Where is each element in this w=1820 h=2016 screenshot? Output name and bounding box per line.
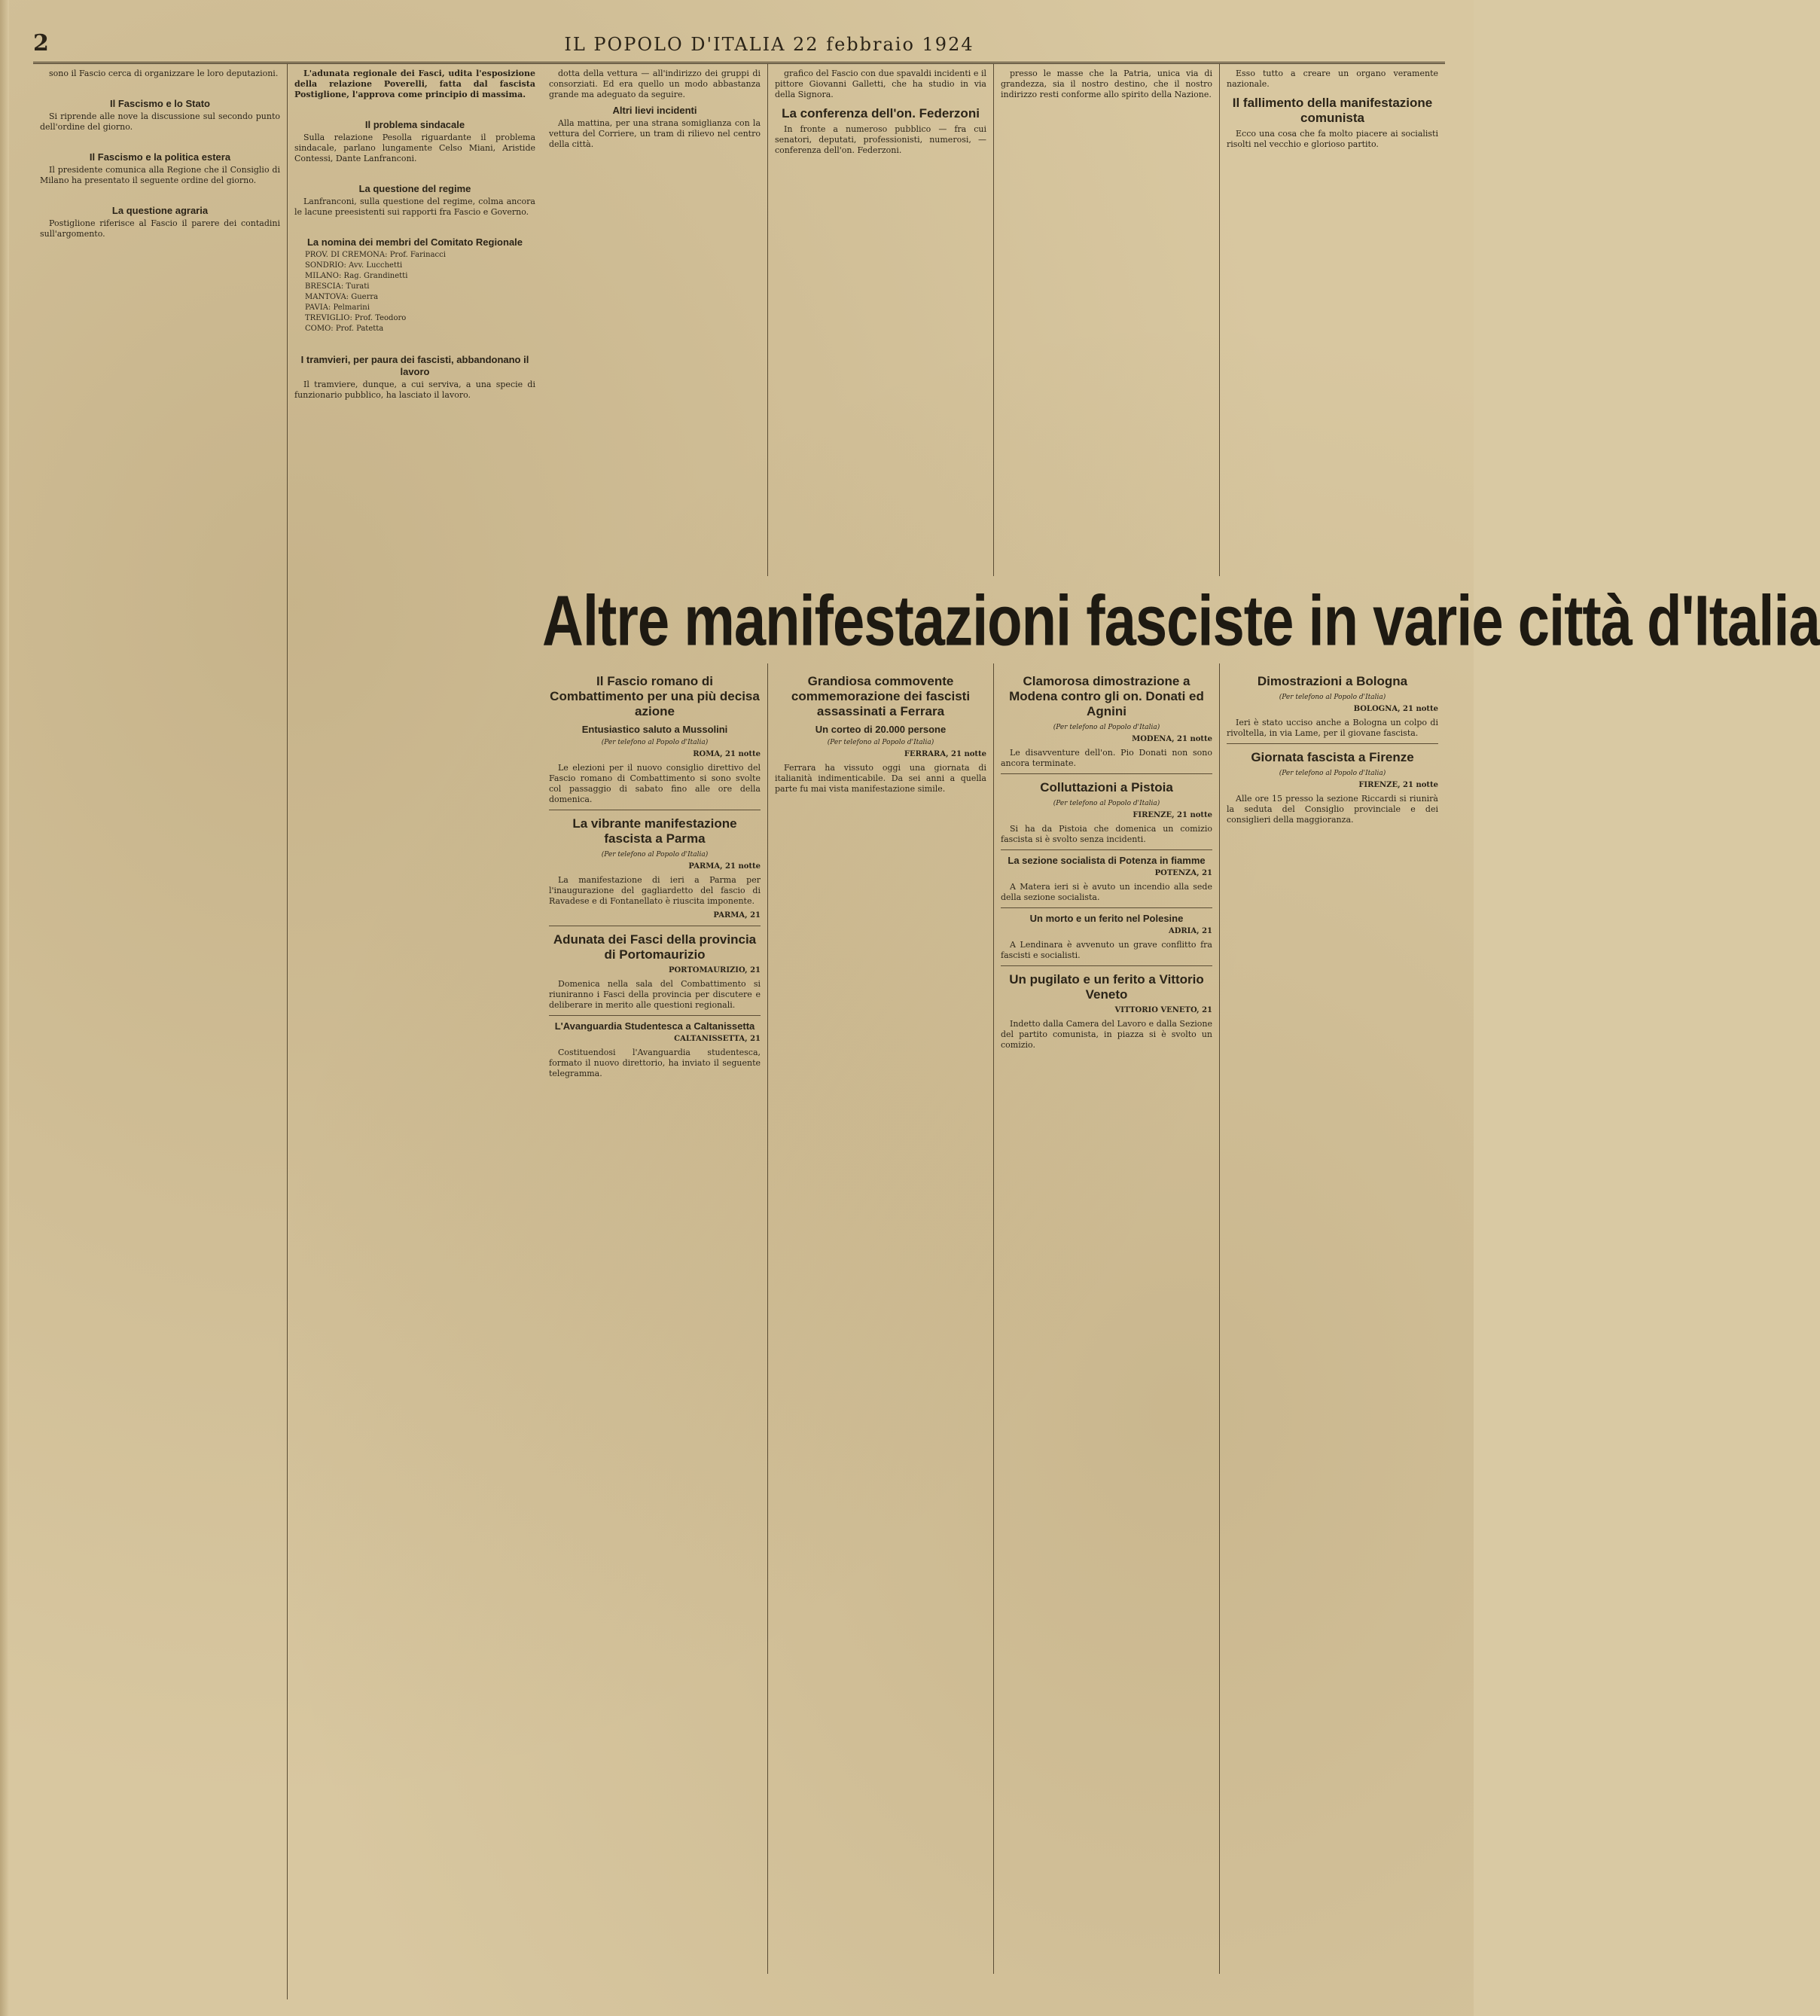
top-columns [542,64,1445,576]
article-text: presso le masse che la Patria, unica via di grandezza, sia il nostro destino, che il nostro indirizzo resti conforme allo spirito della Nazione. [1001,69,1212,99]
article-text: La manifestazione di ieri a Parma per l'inaugurazione del gagliardetto del fascio di Ravadese e di Fontanellato è riuscita imponente. [549,875,761,906]
dateline: PORTOMAURIZIO, 21 [668,966,761,974]
section-heading: Il problema sindacale [364,119,465,130]
page-number: 2 [33,30,49,56]
dateline: VITTORIO VENETO, 21 [1114,1006,1212,1014]
article-text: Ecco una cosa che fa molto piacere ai socialisti risolti nel vecchio e glorioso partito. [1227,129,1438,149]
article-text: Postiglione riferisce al Fascio il parere dei contadini sull'argomento. [40,218,280,239]
article-text: Il tramviere, dunque, a cui serviva, a una specie di funzionario pubblico, ha lasciato il lavoro. [294,380,535,400]
list-item: PROV. DI CREMONA: Prof. Farinacci [305,251,446,259]
column-5 [994,64,1220,576]
dateline: PARMA, 21 notte [688,862,761,871]
article-headline: Un pugilato e un ferito a Vittorio Veneto [1009,972,1204,1002]
article-text: Indetto dalla Camera del Lavoro e dalla Sezione del partito comunista, in piazza si è svolto un comizio. [1001,1019,1212,1050]
list-item: MANTOVA: Guerra [305,293,379,301]
dateline: FIRENZE, 21 notte [1133,811,1212,819]
article-text: In fronte a numeroso pubblico — fra cui senatori, deputati, professionisti, numerosi, — conferenza dell'on. Federzoni. [775,124,986,155]
article-text: A Lendinara è avvenuto un grave conflitto fra fascisti e socialisti. [1001,940,1212,960]
article-headline: L'Avanguardia Studentesca a Caltanissetta [554,1020,755,1032]
list-item: COMO: Prof. Patetta [305,325,384,333]
list-item: TREVIGLIO: Prof. Teodoro [305,314,407,322]
dateline: MODENA, 21 notte [1132,735,1212,743]
article-text: Alla mattina, per una strana somiglianza con la vettura del Corriere, un tram di rilievo nel centro della città. [549,118,761,149]
article-subheadline: Un corteo di 20.000 persone [815,724,947,735]
article-text: sono il Fascio cerca di organizzare le loro deputazioni. [49,69,279,78]
article-text: grafico del Fascio con due spavaldi incidenti e il pittore Giovanni Galletti, che ha studio in via della Signora. [775,69,986,99]
article-text: Lanfranconi, sulla questione del regime, colma ancora le lacune preesistenti sui rapporti fra Fascio e Governo. [294,197,535,217]
dateline: BOLOGNA, 21 notte [1353,705,1438,713]
page-fold-shadow [0,0,9,2016]
column-4 [768,64,994,576]
section-heading: I tramvieri, per paura dei fascisti, abbandonano il lavoro [300,354,529,377]
article-headline: Dimostrazioni a Bologna [1257,674,1408,688]
article-headline: Clamorosa dimostrazione a Modena contro gli on. Donati ed Agnini [1009,674,1204,718]
article-text: dotta della vettura — all'indirizzo dei gruppi di consorziati. Ed era quello un modo abbastanza grande ma adeguato da seguire. [549,69,761,99]
article-text: A Matera ieri si è avuto un incendio alla sede della sezione socialista. [1001,882,1212,902]
article-text: Domenica nella sala del Combattimento si riuniranno i Fasci della provincia per discutere e deliberare in merito alle questioni regionali. [549,979,761,1010]
article-text: Le disavventure dell'on. Pio Donati non sono ancora terminate. [1001,748,1212,768]
list-item: PAVIA: Pelmarini [305,303,370,312]
dateline: FIRENZE, 21 notte [1358,781,1438,789]
section-heading: La conferenza dell'on. Federzoni [782,106,980,120]
dateline: ADRIA, 21 [1168,927,1212,935]
section-heading: Il Fascismo e la politica estera [89,151,231,163]
list-item: BRESCIA: Turati [305,282,370,291]
section-heading: La nomina dei membri del Comitato Regionale [306,236,523,248]
paper-title: IL POPOLO D'ITALIA 22 febbraio 1924 [564,34,974,55]
column-ferrara [768,663,994,1974]
article-headline: Giornata fascista a Firenze [1251,750,1414,764]
article-headline: La vibrante manifestazione fascista a Parma [572,816,737,846]
left-columns [33,64,542,1999]
dateline-source: (Per telefono al Popolo d'Italia) [1279,770,1386,777]
right-block [542,64,1820,1999]
column-3 [542,64,768,576]
list-item: MILANO: Rag. Grandinetti [305,272,408,280]
dateline-source: (Per telefono al Popolo d'Italia) [1053,800,1160,807]
article-headline: Colluttazioni a Pistoia [1040,780,1173,795]
column-regional [994,663,1220,1974]
main-headline: Altre manifestazioni fasciste in varie città d'Italia [542,581,1820,661]
dateline-source: (Per telefono al Popolo d'Italia) [601,739,709,746]
column-6 [1220,64,1445,576]
section-heading: La questione del regime [358,183,471,194]
column-1 [33,64,288,1999]
section-heading: La questione agraria [111,205,209,216]
dateline-source: (Per telefono al Popolo d'Italia) [601,851,709,859]
bottom-columns [542,663,1445,1974]
article-headline: Grandiosa commovente commemorazione dei fascisti assassinati a Ferrara [791,674,971,718]
committee-list [305,250,535,334]
article-text: Costituendosi l'Avanguardia studentesca, formato il nuovo direttorio, ha inviato il seguente telegramma. [549,1048,761,1078]
section-heading: Altri lievi incidenti [612,105,697,116]
article-text: Le elezioni per il nuovo consiglio direttivo del Fascio romano di Combattimento si sono svolte col passaggio di sabato fino alle ore della domenica. [549,763,761,804]
masthead [33,30,1445,64]
page-body [33,64,1820,1999]
dateline: CALTANISSETTA, 21 [674,1035,761,1043]
dateline-source: (Per telefono al Popolo d'Italia) [827,739,934,746]
article-text: Si riprende alle nove la discussione sul secondo punto dell'ordine del giorno. [40,111,280,132]
article-text: Sulla relazione Pesolla riguardante il problema sindacale, parlano lungamente Celso Miani, Aristide Contessi, Dante Lanfranconi. [294,133,535,163]
article-text: Ferrara ha vissuto oggi una giornata di italianità indimenticabile. Da sei anni a quella parte fu mai vista manifestazione simile. [775,763,986,794]
column-2 [288,64,542,1999]
dateline-source: (Per telefono al Popolo d'Italia) [1279,694,1386,701]
section-heading: Il fallimento della manifestazione comunista [1232,96,1433,125]
article-text: Esso tutto a creare un organo veramente nazionale. [1227,69,1438,89]
article-text: Alle ore 15 presso la sezione Riccardi si riunirà la seduta del Consiglio provinciale e dei consiglieri della maggioranza. [1227,794,1438,825]
section-heading: Il Fascismo e lo Stato [110,98,210,109]
column-bologna-firenze [1220,663,1445,1974]
dateline: PARMA, 21 [713,911,761,920]
article-headline: Il Fascio romano di Combattimento per una più decisa azione [550,674,760,718]
article-headline: Un morto e un ferito nel Polesine [1029,913,1184,924]
article-headline: La sezione socialista di Potenza in fiamme [1008,855,1206,866]
article-text: Ieri è stato ucciso anche a Bologna un colpo di rivoltella, in via Lame, per il giovane fascista. [1227,718,1438,738]
dateline: FERRARA, 21 notte [904,750,986,758]
column-rome-parma [542,663,768,1974]
article-text: L'adunata regionale dei Fasci, udita l'esposizione della relazione Poverelli, fatta dal fascista Postiglione, l'approva come principio di massima. [294,69,535,99]
article-subheadline: Entusiastico saluto a Mussolini [581,724,728,735]
dateline-source: (Per telefono al Popolo d'Italia) [1053,724,1160,731]
article-headline: Adunata dei Fasci della provincia di Portomaurizio [553,932,757,962]
article-text: Si ha da Pistoia che domenica un comizio fascista si è svolto senza incidenti. [1001,824,1212,844]
article-text: Il presidente comunica alla Regione che il Consiglio di Milano ha presentato il seguente ordine del giorno. [40,165,280,185]
list-item: SONDRIO: Avv. Lucchetti [305,261,403,270]
dateline: POTENZA, 21 [1154,869,1212,877]
dateline: ROMA, 21 notte [693,750,761,758]
